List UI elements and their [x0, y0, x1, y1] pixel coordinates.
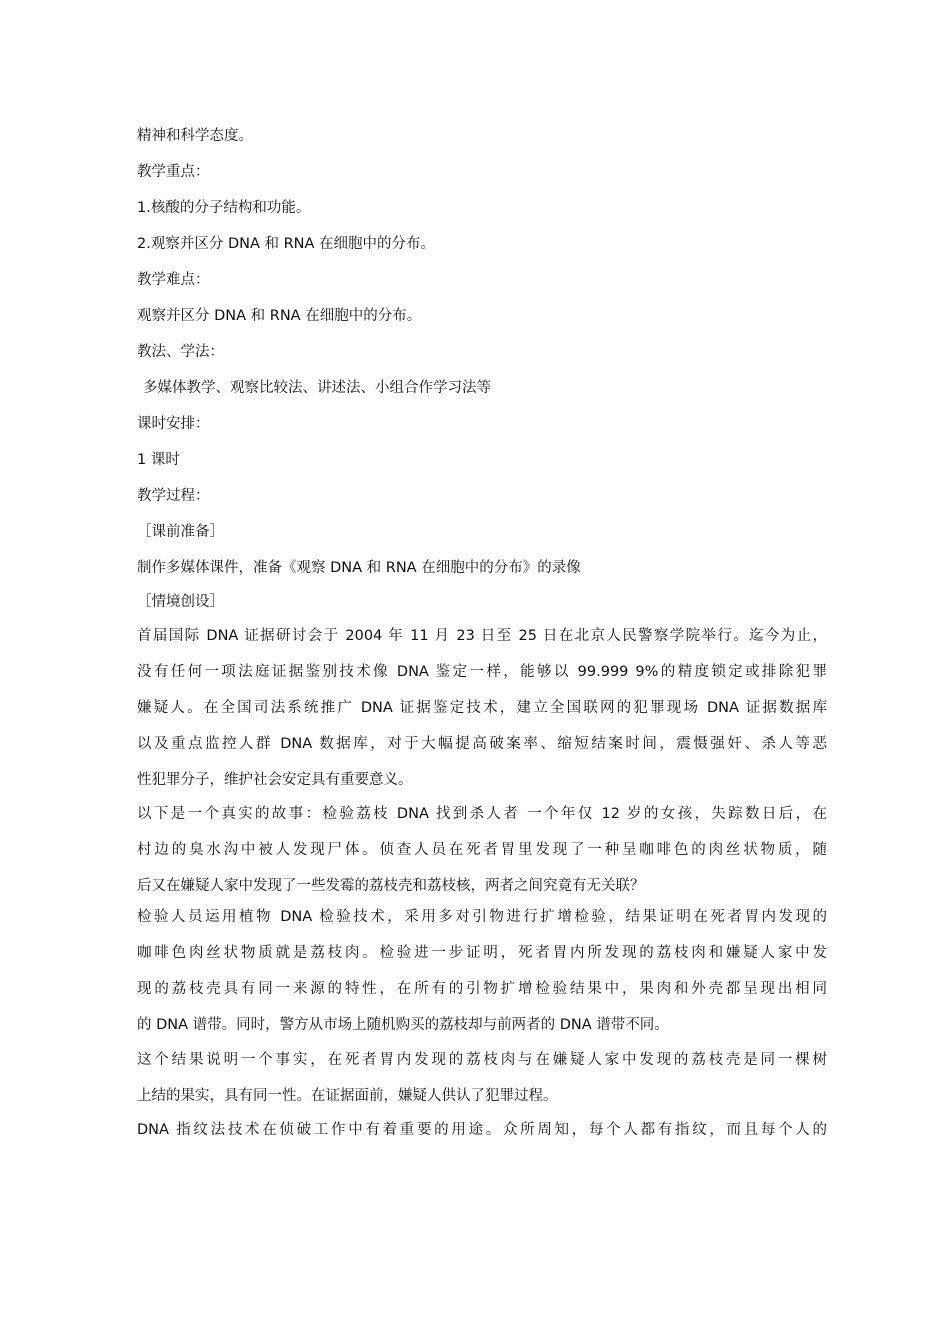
paragraph-line: 现的荔枝壳具有同一来源的特性，在所有的引物扩增检验结果中，果肉和外壳都呈现出相同 — [137, 981, 827, 997]
paragraph-line: 上结的果实，具有同一性。在证据面前，嫌疑人供认了犯罪过程。 — [137, 1088, 558, 1104]
paragraph-line: 首届国际 DNA 证据研讨会于 2004 年 11 月 23 日至 25 日在北京人民警察学院举行。迄今为止， — [137, 628, 827, 644]
text-line: 观察并区分 DNA 和 RNA 在细胞中的分布。 — [137, 308, 422, 324]
list-item: 1.核酸的分子结构和功能。 — [137, 200, 311, 216]
text-line: 精神和科学态度。 — [137, 128, 253, 144]
paragraph-line: 以及重点监控人群 DNA 数据库，对于大幅提高破案率、缩短结案时间，震慑强奸、杀人等恶 — [137, 736, 827, 752]
section-label-scenario: ［情境创设］ — [137, 594, 224, 610]
paragraph-line: 性犯罪分子，维护社会安定具有重要意义。 — [137, 772, 413, 788]
heading-key-points: 教学重点： — [137, 164, 210, 180]
heading-process: 教学过程： — [137, 488, 210, 504]
text-line: 制作多媒体课件，准备《观察 DNA 和 RNA 在细胞中的分布》的录像 — [137, 560, 581, 576]
section-label-preparation: ［课前准备］ — [137, 524, 224, 540]
paragraph-line: 咖啡色肉丝状物质就是荔枝肉。检验进一步证明，死者胃内所发现的荔枝肉和嫌疑人家中发 — [137, 945, 827, 961]
paragraph-line: 没有任何一项法庭证据鉴别技术像 DNA 鉴定一样，能够以 99.999 9%的精度锁定或排除犯罪 — [137, 664, 827, 680]
document-body — [137, 124, 827, 1142]
paragraph-line: 检验人员运用植物 DNA 检验技术，采用多对引物进行扩增检验，结果证明在死者胃内发现的 — [137, 909, 827, 925]
paragraph-line: 这个结果说明一个事实，在死者胃内发现的荔枝肉与在嫌疑人家中发现的荔枝壳是同一棵树 — [137, 1052, 827, 1068]
heading-methods: 教法、学法： — [137, 344, 224, 360]
paragraph-line: 的 DNA 谱带。同时，警方从市场上随机购买的荔枝却与前两者的 DNA 谱带不同。 — [137, 1017, 669, 1033]
paragraph-line: 后又在嫌疑人家中发现了一些发霉的荔枝壳和荔枝核，两者之间究竟有无关联？ — [137, 878, 645, 894]
paragraph-line: 嫌疑人。在全国司法系统推广 DNA 证据鉴定技术，建立全国联网的犯罪现场 DNA 证据数据库 — [137, 700, 827, 716]
paragraph-line: 以下是一个真实的故事：检验荔枝 DNA 找到杀人者 一个年仅 12 岁的女孩，失踪数日后，在 — [137, 806, 827, 822]
paragraph-line: DNA 指纹法技术在侦破工作中有着重要的用途。众所周知，每个人都有指纹，而且每个人的 — [137, 1122, 827, 1138]
heading-schedule: 课时安排： — [137, 416, 210, 432]
heading-difficulties: 教学难点： — [137, 272, 210, 288]
text-line: 多媒体教学、观察比较法、讲述法、小组合作学习法等 — [143, 380, 491, 396]
paragraph-line: 村边的臭水沟中被人发现尸体。侦查人员在死者胃里发现了一种呈咖啡色的肉丝状物质，随 — [137, 842, 827, 858]
text-line: 1 课时 — [137, 452, 180, 468]
list-item: 2.观察并区分 DNA 和 RNA 在细胞中的分布。 — [137, 236, 436, 252]
